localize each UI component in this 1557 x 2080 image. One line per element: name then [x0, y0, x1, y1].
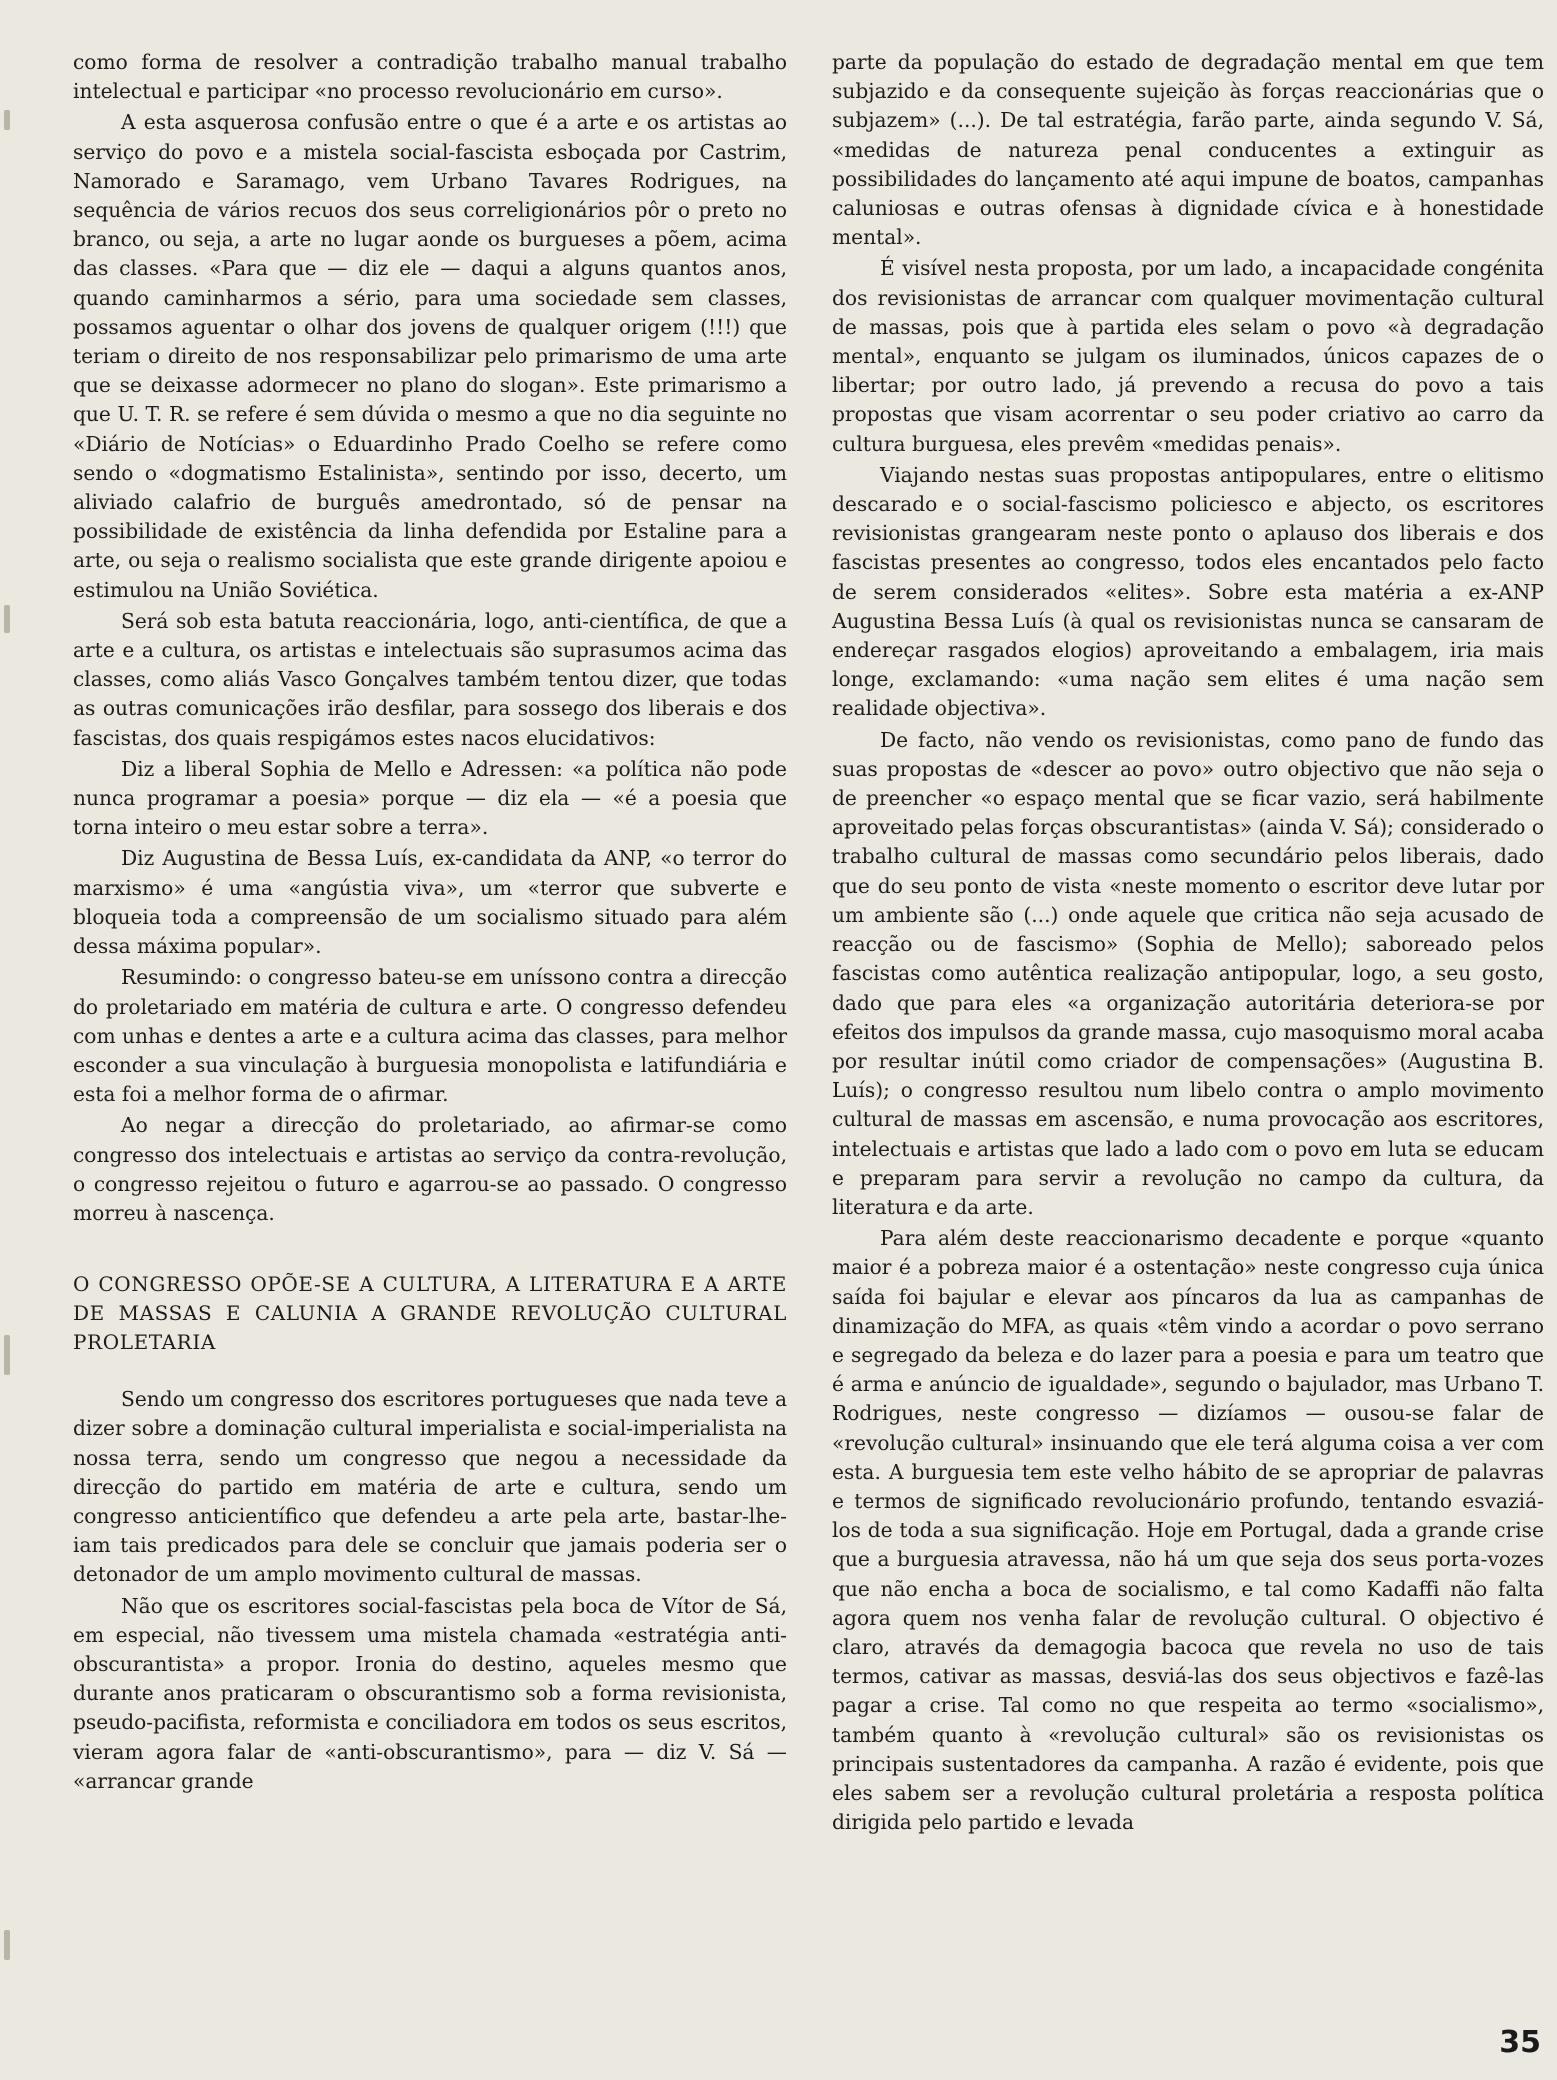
paragraph: parte da população do estado de degradação mental em que tem subjazido e da consequente sujeição às forças reaccionárias que o subjazem» (...). De tal estratégia, farão parte, ainda segundo V. Sá, «medidas de natureza penal conducentes a extinguir as possibilidades do lançamento até aqui impune de boatos, campanhas caluniosas e outras ofensas à dignidade cívica e à honestidade mental». [832, 50, 1544, 250]
page-number: 35 [1499, 2025, 1541, 2060]
paragraph: De facto, não vendo os revisionistas, como pano de fundo das suas propostas de «descer ao povo» outro objectivo que não seja o de preencher «o espaço mental que se ficar vazio, será habilmente aproveitado pelas forças obscurantistas» (ainda V. Sá); considerado o trabalho cultural de massas como secundário pelos liberais, dado que do seu ponto de vista «neste momento o escritor deve lutar por um ambiente são (...) onde aquele que critica não seja acusado de reacção ou de fascismo» (Sophia de Mello); saboreado pelos fascistas como autêntica realização antipopular, logo, a seu gosto, dado que para eles «a organização autoritária deteriora-se por efeitos dos impulsos da grande massa, cujo masoquismo moral acaba por resultar inútil como criador de compensações» (Augustina B. Luís); o congresso resultou num libelo contra o amplo movimento cultural de massas em ascensão, e numa provocação aos escritores, intelectuais e artistas que lado a lado com o povo em luta se educam e preparam para servir a revolução no campo da cultura, da literatura e da arte. [832, 727, 1544, 1219]
paragraph: Ao negar a direcção do proletariado, ao afirmar-se como congresso dos intelectuais e artistas ao serviço da contra-revolução, o congresso rejeitou o futuro e agarrou-se ao passado. O congresso morreu à nascença. [73, 1113, 787, 1225]
section-heading: O CONGRESSO OPÕE-SE A CULTURA, A LITERATURA E A ARTE DE MASSAS E CALUNIA A GRANDE REVOLUÇÃO CULTURAL PROLETARIA [73, 1272, 787, 1355]
paragraph: Sendo um congresso dos escritores portugueses que nada teve a dizer sobre a dominação cultural imperialista e social-imperialista na nossa terra, sendo um congresso que negou a necessidade da direcção do partido em matéria de arte e cultura, sendo um congresso anticientífico que defendeu a arte pela arte, bastar-lhe-iam tais predicados para dele se concluir que jamais poderia ser o detonador de um amplo movimento cultural de massas. [73, 1387, 787, 1587]
page-edge-mark [4, 110, 10, 130]
page-edge-mark [4, 1930, 10, 1960]
paragraph: Para além deste reaccionarismo decadente e porque «quanto maior é a pobreza maior é a ostentação» neste congresso cuja única saída foi bajular e elevar aos píncaros da lua as campanhas de dinamização do MFA, as quais «têm vindo a acordar o povo serrano e segregado da beleza e do lazer para a poesia e para um teatro que é arma e anúncio de igualdade», segundo o bajulador, mas Urbano T. Rodrigues, neste congresso — dizíamos — ousou-se falar de «revolução cultural» insinuando que ele terá alguma coisa a ver com esta. A burguesia tem este velho hábito de se apropriar de palavras e termos de significado revolucionário profundo, tentando esvaziá-los de toda a sua significação. Hoje em Portugal, dada a grande crise que a burguesia atravessa, não há um que seja dos seus porta-vozes que não encha a boca de socialismo, e tal como Kadaffi não falta agora quem nos venha falar de revolução cultural. O objectivo é claro, através da demagogia bacoca que revela no uso de tais termos, cativar as massas, desviá-las dos seus objectivos e fazê-las pagar a crise. Tal como no que respeita ao termo «socialismo», também quanto à «revolução cultural» são os revisionistas os principais sustentadores da campanha. A razão é evidente, pois que eles sabem ser a revolução cultural proletária a resposta política dirigida pelo partido e levada [832, 1226, 1544, 1835]
paragraph: É visível nesta proposta, por um lado, a incapacidade congénita dos revisionistas de arrancar com qualquer movimentação cultural de massas, pois que à partida eles selam o povo «à degradação mental», enquanto se julgam os iluminados, únicos capazes de o libertar; por outro lado, já prevendo a recusa do povo a tais propostas que visam acorrentar o seu poder criativo ao carro da cultura burguesa, eles prevêm «medidas penais». [832, 256, 1544, 456]
paragraph: A esta asquerosa confusão entre o que é a arte e os artistas ao serviço do povo e a mistela social-fascista esboçada por Castrim, Namorado e Saramago, vem Urbano Tavares Rodrigues, na sequência de vários recuos dos seus correligionários pôr o preto no branco, ou seja, a arte no lugar aonde os burgueses a põem, acima das classes. «Para que — diz ele — daqui a alguns quantos anos, quando caminharmos a sério, para uma sociedade sem classes, possamos aguentar o olhar dos jovens de qualquer origem (!!!) que teriam o direito de nos responsabilizar pelo primarismo de uma arte que se deixasse adormecer no plano do slogan». Este primarismo a que U. T. R. se refere é sem dúvida o mesmo a que no dia seguinte no «Diário de Notícias» o Eduardinho Prado Coelho se refere como sendo o «dogmatismo Estalinista», sentindo por isso, decerto, um aliviado calafrio de burguês amedrontado, só de pensar na possibilidade de existência da linha defendida por Estaline para a arte, ou seja o realismo socialista que este grande dirigente apoiou e estimulou na União Soviética. [73, 110, 787, 602]
paragraph: Diz Augustina de Bessa Luís, ex-candidata da ANP, «o terror do marxismo» é uma «angústia viva», um «terror que subverte e bloqueia toda a compreensão de um socialismo situado para além dessa máxima popular». [73, 846, 787, 959]
left-column [73, 48, 787, 1798]
paragraph: como forma de resolver a contradição trabalho manual trabalho intelectual e participar «no processo revolucionário em curso». [73, 50, 787, 104]
right-column [832, 48, 1544, 1839]
page-edge-mark [4, 605, 10, 633]
paragraph: Resumindo: o congresso bateu-se em uníssono contra a direcção do proletariado em matéria de cultura e arte. O congresso defendeu com unhas e dentes a arte e a cultura acima das classes, para melhor esconder a sua vinculação à burguesia monopolista e latifundiária e esta foi a melhor forma de o afirmar. [73, 965, 787, 1107]
page-edge-mark [4, 1335, 10, 1375]
paragraph: Diz a liberal Sophia de Mello e Adressen: «a política não pode nunca programar a poesia» porque — diz ela — «é a poesia que torna inteiro o meu estar sobre a terra». [73, 756, 787, 840]
paragraph: Viajando nestas suas propostas antipopulares, entre o elitismo descarado e o social-fascismo policiesco e abjecto, os escritores revisionistas grangearam neste ponto o aplauso dos liberais e dos fascistas presentes ao congresso, todos eles encantados pelo facto de serem considerados «elites». Sobre esta matéria a ex-ANP Augustina Bessa Luís (à qual os revisionistas nunca se cansaram de endereçar rasgados elogios) aproveitando a embalagem, iria mais longe, exclamando: «uma nação sem elites é uma nação sem realidade objectiva». [832, 462, 1544, 721]
paragraph: Será sob esta batuta reaccionária, logo, anti-científica, de que a arte e a cultura, os artistas e intelectuais são suprasumos acima das classes, como aliás Vasco Gonçalves também tentou dizer, que todas as outras comunicações irão desfilar, para sossego dos liberais e dos fascistas, dos quais respigámos estes nacos elucidativos: [73, 608, 787, 750]
paragraph: Não que os escritores social-fascistas pela boca de Vítor de Sá, em especial, não tivessem uma mistela chamada «estratégia anti-obscurantista» a propor. Ironia do destino, aqueles mesmo que durante anos praticaram o obscurantismo sob a forma revisionista, pseudo-pacifista, reformista e conciliadora em todos os seus escritos, vieram agora falar de «anti-obscurantismo», para — diz V. Sá — «arrancar grande [73, 1593, 787, 1793]
